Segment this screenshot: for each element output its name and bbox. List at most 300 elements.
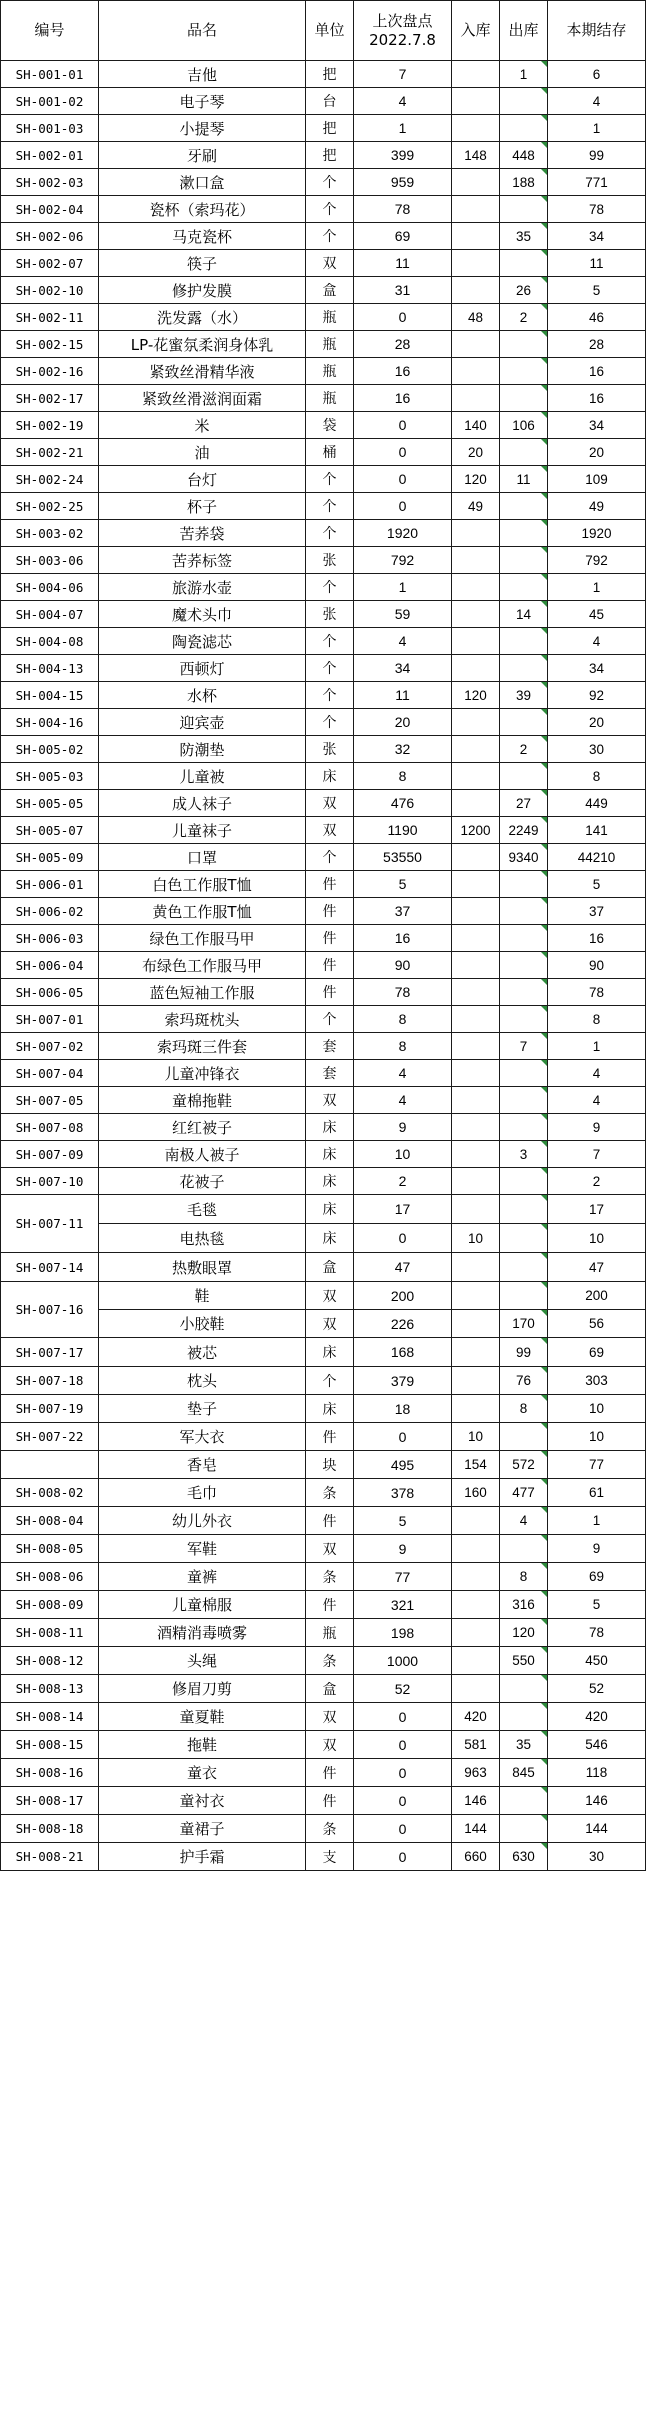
item-code: SH-007-08: [1, 1114, 99, 1141]
item-stock-out: 7: [500, 1033, 548, 1060]
item-stock-in: [452, 250, 500, 277]
item-unit: 个: [306, 655, 354, 682]
header-previous-count: [354, 1, 452, 61]
item-current-stock: 37: [548, 898, 646, 925]
item-unit: 床: [306, 1114, 354, 1141]
item-previous-count: 47: [354, 1253, 452, 1282]
table-row: [1, 682, 646, 709]
item-code: SH-007-05: [1, 1087, 99, 1114]
item-current-stock: 10: [548, 1395, 646, 1423]
item-stock-in: [452, 1338, 500, 1367]
item-name: 迎宾壶: [99, 709, 306, 736]
item-unit: 瓶: [306, 358, 354, 385]
header-current-stock: 本期结存: [548, 1, 646, 61]
item-current-stock: 1920: [548, 520, 646, 547]
item-stock-out: 8: [500, 1395, 548, 1423]
item-code: SH-007-11: [1, 1195, 99, 1253]
item-stock-in: [452, 1535, 500, 1563]
item-code: SH-001-03: [1, 115, 99, 142]
item-previous-count: 28: [354, 331, 452, 358]
item-stock-out: 2: [500, 304, 548, 331]
item-code: SH-007-18: [1, 1367, 99, 1395]
item-stock-in: [452, 1087, 500, 1114]
item-unit: 个: [306, 169, 354, 196]
item-current-stock: 52: [548, 1675, 646, 1703]
item-name: 水杯: [99, 682, 306, 709]
item-previous-count: 198: [354, 1619, 452, 1647]
item-unit: 个: [306, 844, 354, 871]
item-stock-out: [500, 925, 548, 952]
item-stock-out: [500, 331, 548, 358]
item-code: SH-005-03: [1, 763, 99, 790]
item-current-stock: 17: [548, 1195, 646, 1224]
item-code: SH-006-03: [1, 925, 99, 952]
item-current-stock: 4: [548, 1087, 646, 1114]
item-code: SH-008-04: [1, 1507, 99, 1535]
item-unit: 件: [306, 1787, 354, 1815]
item-stock-in: 420: [452, 1703, 500, 1731]
item-code: SH-007-22: [1, 1423, 99, 1451]
item-current-stock: 118: [548, 1759, 646, 1787]
table-row: [1, 1591, 646, 1619]
item-current-stock: 10: [548, 1224, 646, 1253]
item-unit: 双: [306, 1535, 354, 1563]
item-stock-out: [500, 250, 548, 277]
item-stock-in: [452, 1195, 500, 1224]
item-current-stock: 5: [548, 1591, 646, 1619]
table-row: [1, 1006, 646, 1033]
item-stock-out: 8: [500, 1563, 548, 1591]
table-row: [1, 1787, 646, 1815]
item-stock-out: [500, 871, 548, 898]
item-stock-out: [500, 547, 548, 574]
item-name: 台灯: [99, 466, 306, 493]
item-current-stock: 449: [548, 790, 646, 817]
item-unit: 盒: [306, 1675, 354, 1703]
table-row: [1, 844, 646, 871]
item-name: 电子琴: [99, 88, 306, 115]
item-stock-in: [452, 1367, 500, 1395]
table-row: [1, 1033, 646, 1060]
item-name: 毛毯: [99, 1195, 306, 1224]
item-stock-out: [500, 1535, 548, 1563]
table-row: [1, 736, 646, 763]
item-name: 白色工作服T恤: [99, 871, 306, 898]
table-row: [1, 574, 646, 601]
item-current-stock: 10: [548, 1423, 646, 1451]
item-stock-in: [452, 790, 500, 817]
item-previous-count: 8: [354, 763, 452, 790]
item-current-stock: 69: [548, 1338, 646, 1367]
item-current-stock: 34: [548, 223, 646, 250]
item-previous-count: 1190: [354, 817, 452, 844]
item-current-stock: 16: [548, 385, 646, 412]
item-current-stock: 4: [548, 628, 646, 655]
item-code: SH-008-17: [1, 1787, 99, 1815]
item-previous-count: 0: [354, 1787, 452, 1815]
item-stock-out: [500, 1168, 548, 1195]
item-stock-out: [500, 196, 548, 223]
item-stock-out: 2: [500, 736, 548, 763]
table-row: [1, 1087, 646, 1114]
item-code: SH-008-02: [1, 1479, 99, 1507]
item-unit: 瓶: [306, 304, 354, 331]
item-code: SH-008-11: [1, 1619, 99, 1647]
item-name: 童棉拖鞋: [99, 1087, 306, 1114]
table-row: [1, 1395, 646, 1423]
item-code: SH-002-21: [1, 439, 99, 466]
item-unit: 盒: [306, 277, 354, 304]
item-stock-out: 39: [500, 682, 548, 709]
item-name: LP-花蜜氛柔润身体乳: [99, 331, 306, 358]
item-name: 紧致丝滑滋润面霜: [99, 385, 306, 412]
item-name: 毛巾: [99, 1479, 306, 1507]
item-previous-count: 16: [354, 925, 452, 952]
item-current-stock: 20: [548, 439, 646, 466]
table-row: [1, 1619, 646, 1647]
table-row: [1, 61, 646, 88]
item-stock-out: [500, 1703, 548, 1731]
item-unit: 条: [306, 1647, 354, 1675]
item-unit: 件: [306, 1591, 354, 1619]
table-row: [1, 115, 646, 142]
item-name: 童衬衣: [99, 1787, 306, 1815]
item-previous-count: 31: [354, 277, 452, 304]
item-current-stock: 78: [548, 196, 646, 223]
item-stock-in: [452, 1006, 500, 1033]
table-row: [1, 1423, 646, 1451]
item-stock-out: 11: [500, 466, 548, 493]
item-code: SH-003-06: [1, 547, 99, 574]
item-unit: 条: [306, 1479, 354, 1507]
item-unit: 双: [306, 1731, 354, 1759]
item-unit: 台: [306, 88, 354, 115]
table-row: [1, 493, 646, 520]
item-previous-count: 399: [354, 142, 452, 169]
item-unit: 套: [306, 1060, 354, 1087]
item-current-stock: 34: [548, 655, 646, 682]
item-previous-count: 0: [354, 412, 452, 439]
item-name: 热敷眼罩: [99, 1253, 306, 1282]
table-row: [1, 1843, 646, 1871]
item-unit: 件: [306, 979, 354, 1006]
item-current-stock: 8: [548, 1006, 646, 1033]
item-unit: 件: [306, 925, 354, 952]
item-stock-in: [452, 88, 500, 115]
item-name: 绿色工作服马甲: [99, 925, 306, 952]
item-current-stock: 792: [548, 547, 646, 574]
header-unit: 单位: [306, 1, 354, 61]
table-row: [1, 790, 646, 817]
item-stock-in: 140: [452, 412, 500, 439]
item-stock-out: [500, 1815, 548, 1843]
item-code: SH-005-02: [1, 736, 99, 763]
item-name: 马克瓷杯: [99, 223, 306, 250]
item-previous-count: 11: [354, 250, 452, 277]
item-unit: 床: [306, 1395, 354, 1423]
item-previous-count: 321: [354, 1591, 452, 1619]
item-name: 陶瓷滤芯: [99, 628, 306, 655]
item-stock-in: 10: [452, 1224, 500, 1253]
item-name: 垫子: [99, 1395, 306, 1423]
item-stock-in: 146: [452, 1787, 500, 1815]
item-stock-out: [500, 1224, 548, 1253]
item-current-stock: 44210: [548, 844, 646, 871]
item-current-stock: 34: [548, 412, 646, 439]
item-code: SH-002-24: [1, 466, 99, 493]
table-row: [1, 1338, 646, 1367]
item-current-stock: 1: [548, 1033, 646, 1060]
item-current-stock: 78: [548, 979, 646, 1006]
item-stock-in: [452, 871, 500, 898]
item-code: SH-002-19: [1, 412, 99, 439]
item-stock-in: 48: [452, 304, 500, 331]
item-stock-in: 120: [452, 466, 500, 493]
item-code: SH-008-15: [1, 1731, 99, 1759]
table-row: [1, 1731, 646, 1759]
item-stock-out: 26: [500, 277, 548, 304]
table-row: [1, 1647, 646, 1675]
item-unit: 个: [306, 223, 354, 250]
item-previous-count: 4: [354, 628, 452, 655]
item-stock-in: [452, 1647, 500, 1675]
item-stock-out: 188: [500, 169, 548, 196]
item-unit: 套: [306, 1033, 354, 1060]
item-stock-in: [452, 763, 500, 790]
item-previous-count: 1: [354, 115, 452, 142]
item-stock-in: 144: [452, 1815, 500, 1843]
item-previous-count: 5: [354, 871, 452, 898]
item-stock-in: [452, 709, 500, 736]
item-name: 幼儿外衣: [99, 1507, 306, 1535]
item-previous-count: 0: [354, 1815, 452, 1843]
item-code: SH-007-02: [1, 1033, 99, 1060]
item-current-stock: 99: [548, 142, 646, 169]
table-row: [1, 1253, 646, 1282]
item-unit: 张: [306, 547, 354, 574]
item-stock-out: [500, 1195, 548, 1224]
item-name: 童衣: [99, 1759, 306, 1787]
item-previous-count: 1920: [354, 520, 452, 547]
item-code: SH-007-16: [1, 1282, 99, 1338]
item-stock-out: [500, 952, 548, 979]
item-stock-in: [452, 1507, 500, 1535]
item-code: SH-002-01: [1, 142, 99, 169]
item-current-stock: 47: [548, 1253, 646, 1282]
header-name: 品名: [99, 1, 306, 61]
item-code: SH-007-17: [1, 1338, 99, 1367]
item-unit: 个: [306, 466, 354, 493]
item-previous-count: 0: [354, 1423, 452, 1451]
item-stock-in: 120: [452, 682, 500, 709]
table-row: [1, 547, 646, 574]
item-current-stock: 78: [548, 1619, 646, 1647]
item-unit: 床: [306, 1141, 354, 1168]
item-previous-count: 7: [354, 61, 452, 88]
item-name: 儿童棉服: [99, 1591, 306, 1619]
item-stock-out: 9340: [500, 844, 548, 871]
item-stock-in: [452, 655, 500, 682]
item-code: SH-007-10: [1, 1168, 99, 1195]
item-stock-in: 49: [452, 493, 500, 520]
item-current-stock: 546: [548, 1731, 646, 1759]
item-previous-count: 77: [354, 1563, 452, 1591]
item-unit: 双: [306, 250, 354, 277]
item-previous-count: 0: [354, 1224, 452, 1253]
table-row: [1, 223, 646, 250]
item-name: 油: [99, 439, 306, 466]
item-unit: 件: [306, 898, 354, 925]
item-code: SH-004-15: [1, 682, 99, 709]
item-name: 军大衣: [99, 1423, 306, 1451]
item-unit: 瓶: [306, 385, 354, 412]
table-row: [1, 277, 646, 304]
item-unit: 个: [306, 1367, 354, 1395]
item-code: SH-008-06: [1, 1563, 99, 1591]
item-previous-count: 0: [354, 304, 452, 331]
item-current-stock: 46: [548, 304, 646, 331]
item-current-stock: 30: [548, 1843, 646, 1871]
item-name: 童夏鞋: [99, 1703, 306, 1731]
item-code: SH-007-09: [1, 1141, 99, 1168]
item-name: 护手霜: [99, 1843, 306, 1871]
table-row: [1, 1141, 646, 1168]
item-previous-count: 0: [354, 1759, 452, 1787]
item-code: SH-002-04: [1, 196, 99, 223]
item-code: SH-007-01: [1, 1006, 99, 1033]
item-name: 军鞋: [99, 1535, 306, 1563]
item-unit: 双: [306, 790, 354, 817]
item-stock-in: [452, 1591, 500, 1619]
item-name: 口罩: [99, 844, 306, 871]
item-current-stock: 303: [548, 1367, 646, 1395]
item-unit: 条: [306, 1563, 354, 1591]
item-previous-count: 0: [354, 466, 452, 493]
table-row: [1, 520, 646, 547]
item-name: 儿童被: [99, 763, 306, 790]
item-current-stock: 30: [548, 736, 646, 763]
table-row: [1, 88, 646, 115]
table-row: [1, 601, 646, 628]
item-current-stock: 16: [548, 925, 646, 952]
item-stock-out: [500, 1060, 548, 1087]
item-current-stock: 5: [548, 871, 646, 898]
item-previous-count: 78: [354, 196, 452, 223]
item-stock-out: 1: [500, 61, 548, 88]
item-current-stock: 2: [548, 1168, 646, 1195]
item-code: SH-008-14: [1, 1703, 99, 1731]
item-current-stock: 4: [548, 1060, 646, 1087]
item-stock-in: [452, 952, 500, 979]
item-current-stock: 20: [548, 709, 646, 736]
item-stock-in: [452, 1675, 500, 1703]
item-stock-out: 14: [500, 601, 548, 628]
item-stock-out: 2249: [500, 817, 548, 844]
table-row: [1, 1060, 646, 1087]
item-name: 旅游水壶: [99, 574, 306, 601]
item-previous-count: 90: [354, 952, 452, 979]
item-stock-in: [452, 520, 500, 547]
item-name: 西顿灯: [99, 655, 306, 682]
item-unit: 个: [306, 196, 354, 223]
item-name: 吉他: [99, 61, 306, 88]
item-stock-in: [452, 277, 500, 304]
item-stock-out: 448: [500, 142, 548, 169]
table-row: [1, 1282, 646, 1310]
table-row: [1, 709, 646, 736]
item-name: 酒精消毒喷雾: [99, 1619, 306, 1647]
item-previous-count: 16: [354, 385, 452, 412]
item-name: 童裙子: [99, 1815, 306, 1843]
item-stock-out: [500, 763, 548, 790]
item-current-stock: 56: [548, 1310, 646, 1338]
item-current-stock: 141: [548, 817, 646, 844]
item-code: SH-008-18: [1, 1815, 99, 1843]
item-current-stock: 69: [548, 1563, 646, 1591]
item-name: 修眉刀剪: [99, 1675, 306, 1703]
item-stock-out: [500, 1087, 548, 1114]
item-current-stock: 1: [548, 574, 646, 601]
item-stock-in: [452, 385, 500, 412]
item-previous-count: 69: [354, 223, 452, 250]
item-current-stock: 45: [548, 601, 646, 628]
item-stock-out: [500, 493, 548, 520]
table-row: [1, 1675, 646, 1703]
item-unit: 件: [306, 1507, 354, 1535]
item-current-stock: 77: [548, 1451, 646, 1479]
table-row: [1, 898, 646, 925]
item-code: SH-002-11: [1, 304, 99, 331]
item-name: 黄色工作服T恤: [99, 898, 306, 925]
item-stock-out: [500, 1282, 548, 1310]
item-stock-in: [452, 1310, 500, 1338]
table-row: [1, 979, 646, 1006]
item-stock-in: 20: [452, 439, 500, 466]
item-stock-out: 76: [500, 1367, 548, 1395]
item-stock-out: [500, 358, 548, 385]
item-name: 杯子: [99, 493, 306, 520]
item-code: SH-002-25: [1, 493, 99, 520]
item-stock-in: [452, 358, 500, 385]
table-row: [1, 196, 646, 223]
item-stock-out: [500, 1675, 548, 1703]
item-stock-in: [452, 61, 500, 88]
table-row: [1, 304, 646, 331]
table-row: [1, 250, 646, 277]
item-name: 修护发膜: [99, 277, 306, 304]
item-current-stock: 8: [548, 763, 646, 790]
item-previous-count: 8: [354, 1033, 452, 1060]
item-stock-out: [500, 88, 548, 115]
table-row: [1, 628, 646, 655]
item-stock-out: [500, 1114, 548, 1141]
table-row: [1, 1703, 646, 1731]
item-unit: 床: [306, 1338, 354, 1367]
item-stock-in: [452, 1141, 500, 1168]
item-previous-count: 2: [354, 1168, 452, 1195]
item-previous-count: 16: [354, 358, 452, 385]
item-name: 魔术头巾: [99, 601, 306, 628]
item-code: SH-003-02: [1, 520, 99, 547]
item-unit: 个: [306, 493, 354, 520]
item-current-stock: 200: [548, 1282, 646, 1310]
item-stock-out: [500, 574, 548, 601]
item-name: 索玛斑三件套: [99, 1033, 306, 1060]
item-current-stock: 28: [548, 331, 646, 358]
item-previous-count: 5: [354, 1507, 452, 1535]
header-stock-out: 出库: [500, 1, 548, 61]
table-row: [1, 655, 646, 682]
